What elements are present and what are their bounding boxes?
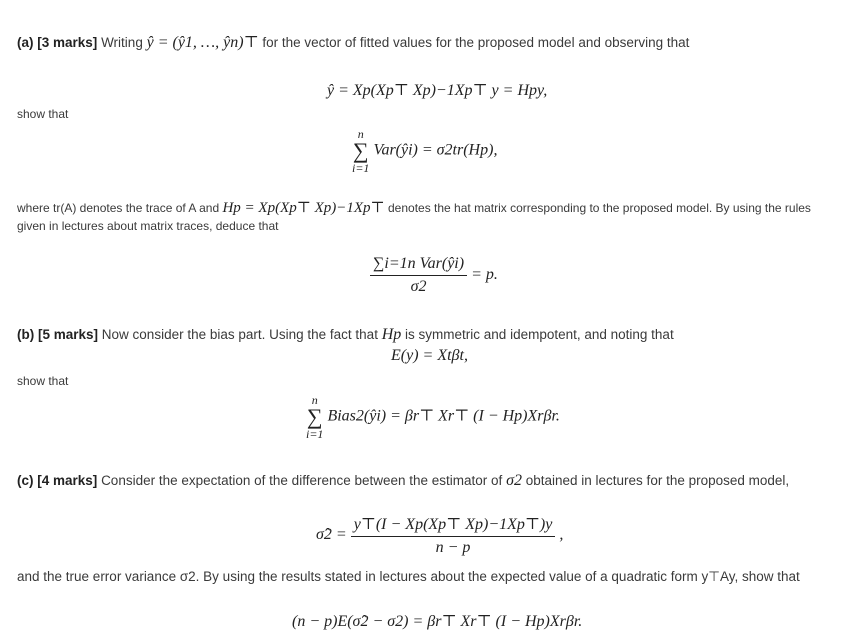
part-a-where-line [17,200,811,217]
where-text-1: where tr(A) denotes the trace of A and [17,201,220,215]
part-a-where-line-2: given in lectures about matrix traces, deduce that [17,219,279,233]
bias-sum-symbol: n ∑ i=1 [306,393,324,441]
sum-upper-limit: n [357,127,364,141]
part-a-intro-math: ŷ = (ŷ1, …, ŷn)⊤ [146,34,259,51]
hat-matrix-math: Hp = Xp(Xp⊤ Xp)−1Xp⊤ [222,200,385,216]
variance-sum-equation [352,128,497,174]
part-b-math: Hp [381,326,402,343]
trace-fraction [370,255,467,296]
part-b-show-that: show that [17,374,69,388]
sigma-hat-fraction [351,514,556,557]
part-c-text-1: Consider the expectation of the difference between the estimator of [101,473,503,488]
where-text-2: denotes the hat matrix corresponding to the proposed model. By using the rules [388,201,811,215]
part-b-intro [17,326,674,343]
variance-rhs: Var(ŷi) = σ2tr(Hp), [373,141,498,159]
sigma-hat-trailing-comma: , [559,526,564,544]
sum-lower-limit: i=1 [352,161,370,175]
part-a-intro-text-1: Writing [101,35,143,50]
bias-sum-upper-limit: n [311,393,318,407]
part-c-marker: (c) [4 marks] [17,473,98,488]
trace-fraction-numerator: ∑i=1n Var(ŷi) [370,255,467,276]
sigma-hat-lhs: σ̂2 = [316,526,347,544]
bias-sum-equation [306,394,560,440]
part-b-text-2: is symmetric and idempotent, and noting that [405,327,674,342]
part-a-intro-text-2: for the vector of fitted values for the proposed model and observing that [262,35,690,50]
sigma-hat-numerator: y⊤(I − Xp(Xp⊤ Xp)−1Xp⊤)y [351,514,556,537]
part-b-text-1: Now consider the bias part. Using the fact that [101,327,378,342]
part-a-show-that: show that [17,107,69,121]
part-a-marker: (a) [3 marks] [17,35,98,50]
sigma-hat-denominator: n − p [435,539,471,556]
expectation-equation: E(y) = Xtβt, [391,347,468,364]
part-c-text-2: obtained in lectures for the proposed model, [525,473,790,488]
sum-symbol: n ∑ i=1 [352,127,370,175]
bias-rhs: Bias2(ŷi) = βr⊤ Xr⊤ (I − Hp)Xrβr. [327,407,560,425]
trace-fraction-equation [370,255,498,296]
trace-fraction-rhs: = p. [471,266,498,284]
final-equation: (n − p)E(σ̂2 − σ2) = βr⊤ Xr⊤ (I − Hp)Xrβr. [292,613,583,630]
bias-sum-lower-limit: i=1 [306,427,324,441]
part-c-intro [17,472,789,489]
sigma-hat-equation [316,514,563,557]
trace-fraction-denominator: σ2 [410,278,427,295]
hat-equation: ŷ = Xp(Xp⊤ Xp)−1Xp⊤ y = Hpy, [327,82,548,99]
part-b-marker: (b) [5 marks] [17,327,99,342]
part-c-text-3: and the true error variance σ2. By using the results stated in lectures about the expected value of a quadratic form y⊤Ay, show that [17,569,800,584]
part-a-intro [17,34,689,51]
part-c-math: σ2 [506,472,522,489]
